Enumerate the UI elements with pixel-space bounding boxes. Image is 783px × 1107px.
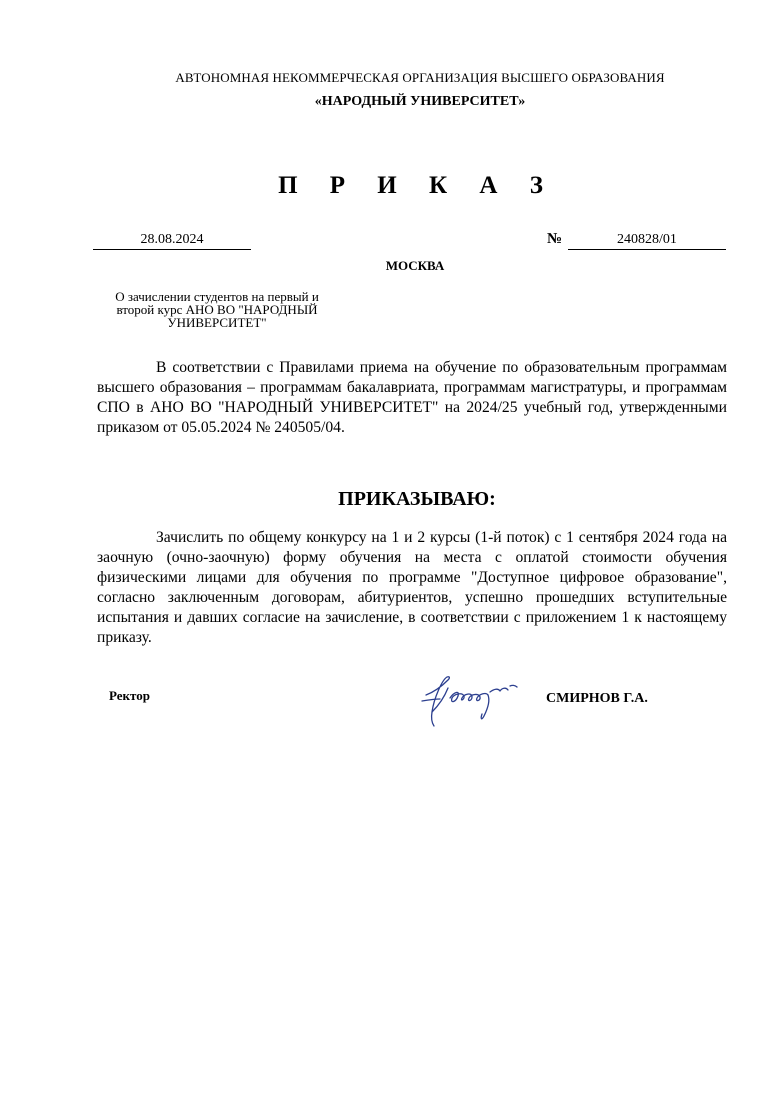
handwritten-signature [420, 668, 538, 730]
signatory-name: СМИРНОВ Г.А. [546, 691, 648, 706]
order-date: 28.08.2024 [140, 232, 204, 247]
city: МОСКВА [385, 258, 445, 273]
university-name: «НАРОДНЫЙ УНИВЕРСИТЕТ» [314, 94, 526, 109]
order-heading: ПРИКАЗЫВАЮ: [338, 488, 496, 510]
order-paragraph: Зачислить по общему конкурсу на 1 и 2 курсы (1-й поток) с 1 сентября 2024 года на заочную (очно-заочную) форму обучения на места с оплатой стоимости обучения физическими лицами для обучения по программе "Доступное цифровое образование", согласно заключенным договорам, абитуриентов, успешно прошедших вступительные испытания и давших согласие на зачисление, в соответствии с приложением 1 к настоящему приказу. [97, 529, 727, 646]
date-underline [93, 249, 251, 250]
order-number: 240828/01 [617, 232, 677, 247]
preamble-paragraph: В соответствии с Правилами приема на обучение по образовательным программам высшего образования – программам бакалавриата, программам магистратуры, и программам СПО в АНО ВО "НАРОДНЫЙ УНИВЕРСИТЕТ" на 2024/25 учебный год, утвержденными приказом от 05.05.2024 № 240505/04. [97, 359, 727, 436]
number-underline [568, 249, 726, 250]
organization-name: АВТОНОМНАЯ НЕКОММЕРЧЕСКАЯ ОРГАНИЗАЦИЯ ВЫСШЕГО ОБРАЗОВАНИЯ [175, 70, 665, 85]
order-subject: О зачислении студентов на первый и второй курс АНО ВО "НАРОДНЫЙ УНИВЕРСИТЕТ" [115, 289, 319, 330]
signatory-position: Ректор [109, 688, 150, 703]
number-sign: № [547, 231, 563, 247]
document-title: П Р И К А З [278, 172, 556, 199]
